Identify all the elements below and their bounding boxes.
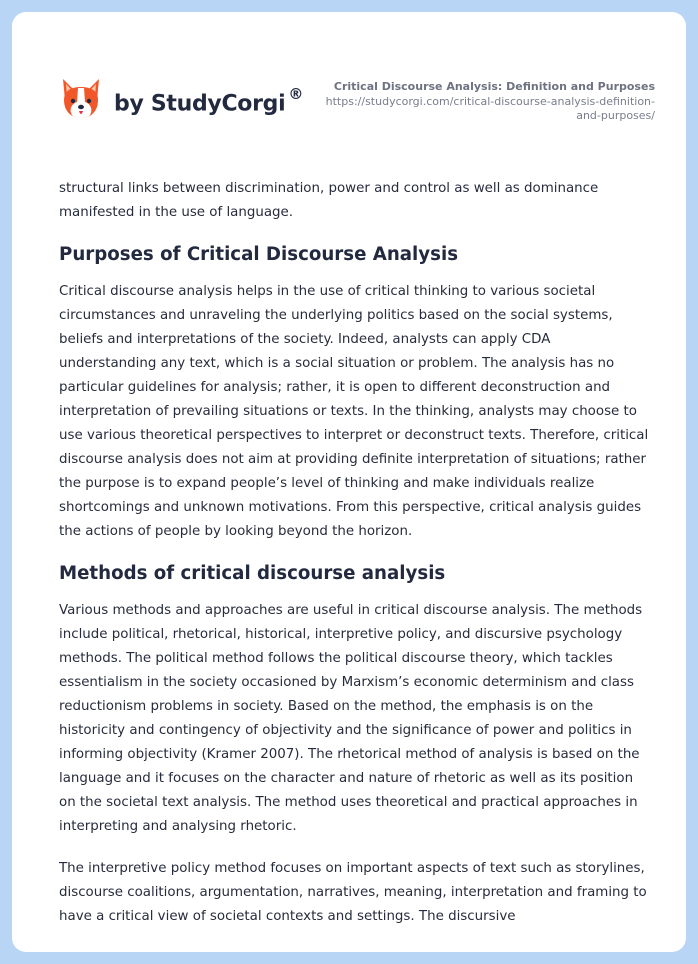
document-page (12, 12, 686, 952)
registered-mark: ® (288, 84, 304, 103)
purposes-paragraph: Critical discourse analysis helps in the use of critical thinking to various societal circumstances and unraveling the underlying politics based on the social systems, beliefs and interpretations of the society. Indeed, analysts can apply CDA understanding any text, which is a social situation or problem. The analysis has no particular guidelines for analysis; rather, it is open to different deconstruction and interpretation of prevailing situations or texts. In the thinking, analysts may choose to use various theoretical perspectives to interpret or deconstruct texts. Therefore, critical discourse analysis does not aim at providing definite interpretation of situations; rather the purpose is to expand people’s level of thinking and make individuals realize shortcomings and unknown motivations. From this perspective, critical analysis guides the actions of people by looking beyond the horizon. (59, 284, 649, 539)
section-heading-purposes: Purposes of Critical Discourse Analysis (59, 244, 459, 265)
brand-logo[interactable] (60, 76, 303, 122)
section-heading-methods: Methods of critical discourse analysis (59, 563, 446, 584)
document-title: Critical Discourse Analysis: Definition and Purposes (333, 80, 655, 93)
document-url[interactable] (295, 95, 655, 122)
document-url-line-2: and-purposes/ (576, 108, 655, 122)
methods-paragraph-2: The interpretive policy method focuses on important aspects of text such as storylines, discourse coalitions, argumentation, narratives, meaning, interpretation and framing to have a critical view of societal contexts and settings. The discursive (59, 861, 647, 924)
methods-paragraph-1: Various methods and approaches are useful in critical discourse analysis. The methods include political, rhetorical, historical, interpretive policy, and discursive psychology methods. The political method follows the political discourse theory, which tackles essentialism in the society occasioned by Marxism’s economic determinism and class reductionism problems in society. Based on the method, the emphasis is on the historicity and contingency of objectivity and the significance of power and politics in informing objectivity (Kramer 2007). The rhetorical method of analysis is based on the language and it focuses on the character and nature of rhetoric as well as its position on the societal text analysis. The method uses theoretical and practical approaches in interpreting and analysing rhetoric. (59, 603, 643, 834)
article-body (59, 177, 649, 929)
document-meta (295, 80, 655, 122)
document-url-line-1: https://studycorgi.com/critical-discourse-analysis-definition- (325, 95, 655, 108)
brand-name: by StudyCorgi ® (114, 84, 304, 117)
corgi-logo-icon (60, 76, 102, 122)
intro-continuation-paragraph: structural links between discrimination, power and control as well as dominance manifested in the use of language. (59, 181, 599, 220)
